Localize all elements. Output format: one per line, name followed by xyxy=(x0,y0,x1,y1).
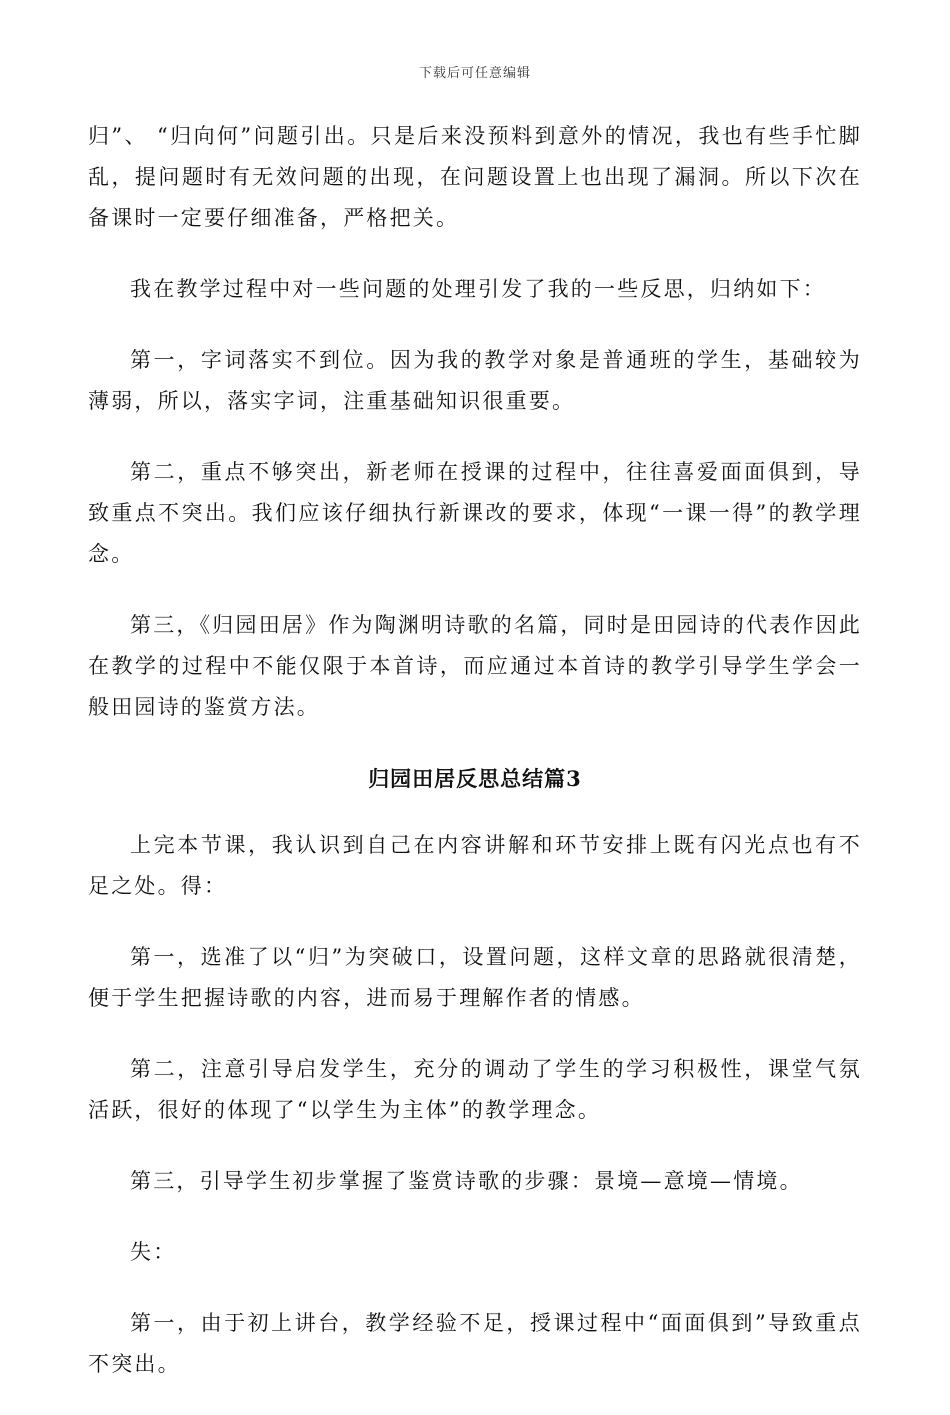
paragraph: 我在教学过程中对一些问题的处理引发了我的一些反思，归纳如下： xyxy=(130,277,826,301)
paragraph: 第一，字词落实不到位。因为我的教学对象是普通班的学生，基础较为薄弱，所以，落实字词，注重基础知识很重要。 xyxy=(88,348,862,413)
paragraph: 第二，重点不够突出，新老师在授课的过程中，往往喜爱面面俱到，导致重点不突出。我们应该仔细执行新课改的要求，体现“一课一得”的教学理念。 xyxy=(88,460,862,566)
paragraph: 上完本节课，我认识到自己在内容讲解和环节安排上既有闪光点也有不足之处。得： xyxy=(88,833,862,898)
page-header: 下载后可任意编辑 xyxy=(418,66,531,81)
paragraph: 失： xyxy=(130,1240,177,1264)
paragraph: 第三，引导学生初步掌握了鉴赏诗歌的步骤：景境—意境—情境。 xyxy=(130,1169,803,1193)
paragraph: 第二，注意引导启发学生，充分的调动了学生的学习积极性，课堂气氛活跃，很好的体现了“以学生为主体”的教学理念。 xyxy=(88,1057,862,1122)
paragraph-continued: 归”、 “归向何”问题引出。只是后来没预料到意外的情况，我也有些手忙脚乱，提问题时有无效问题的出现，在问题设置上也出现了漏洞。所以下次在备课时一定要仔细准备，严格把关。 xyxy=(88,124,862,230)
paragraph: 第一，由于初上讲台，教学经验不足，授课过程中“面面俱到”导致重点不突出。 xyxy=(88,1311,862,1376)
section-title: 归园田居反思总结篇3 xyxy=(368,766,582,791)
paragraph: 第三，《归园田居》作为陶渊明诗歌的名篇，同时是田园诗的代表作因此在教学的过程中不能仅限于本首诗，而应通过本首诗的教学引导学生学会一般田园诗的鉴赏方法。 xyxy=(88,613,862,719)
paragraph: 第一，选准了以“归”为突破口，设置问题，这样文章的思路就很清楚，便于学生把握诗歌的内容，进而易于理解作者的情感。 xyxy=(88,945,862,1010)
document-body xyxy=(88,116,862,1415)
